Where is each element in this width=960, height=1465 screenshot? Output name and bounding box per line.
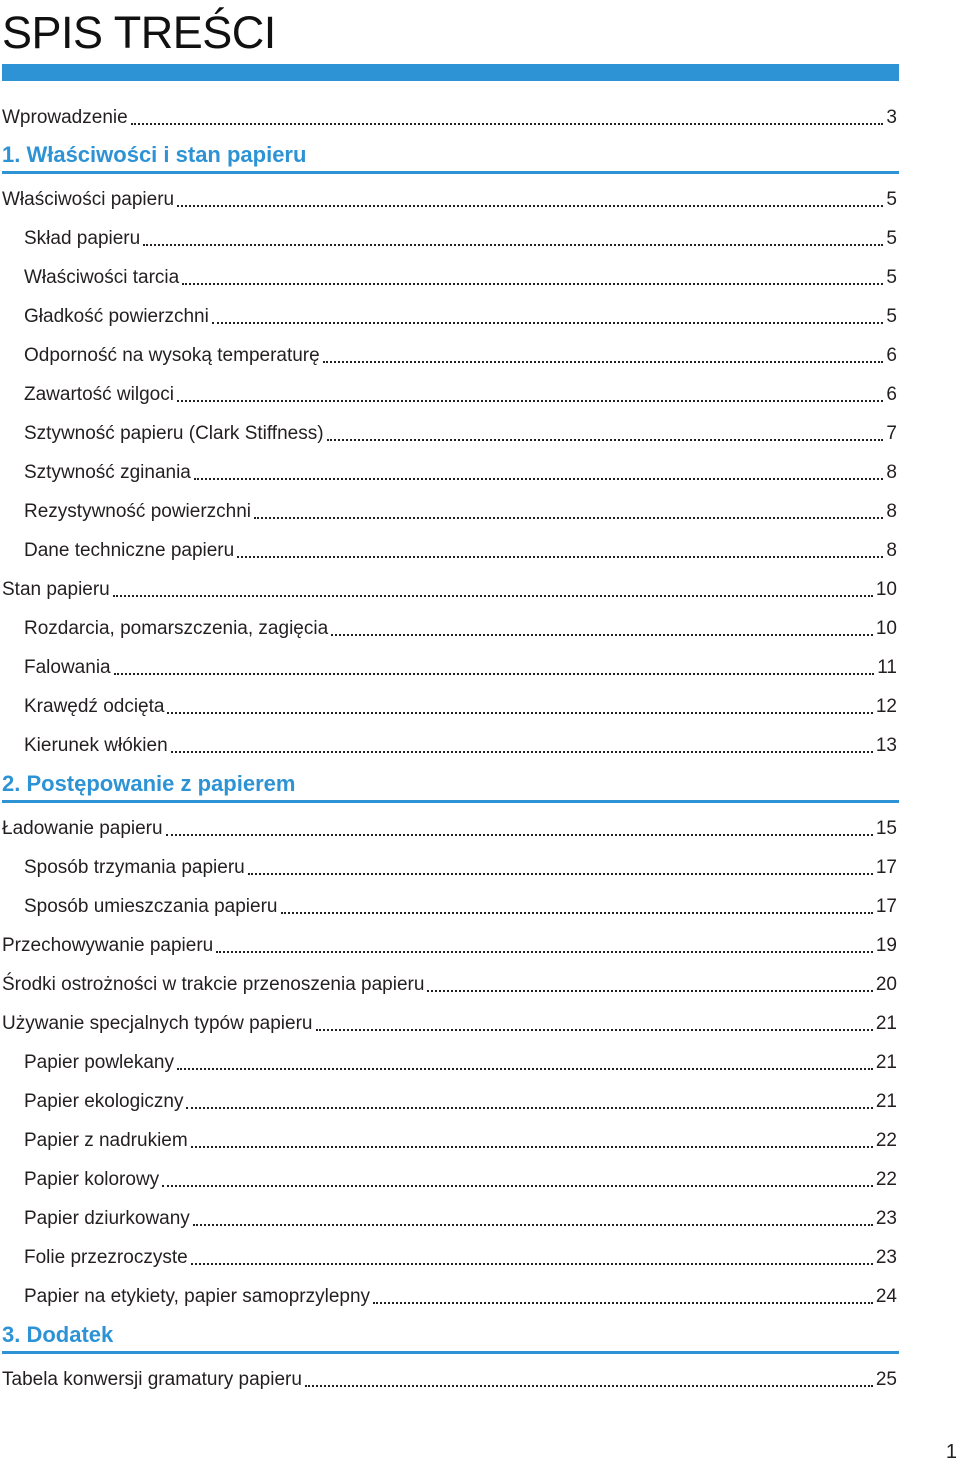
section-rule-2 [2, 800, 899, 803]
toc-entry-label: Sposób trzymania papieru [24, 857, 245, 878]
toc-entry-s1-14[interactable] [24, 726, 897, 758]
toc-entry-label: Przechowywanie papieru [2, 935, 214, 956]
toc-leader-dots [191, 1146, 873, 1148]
toc-entry-s1-7[interactable] [24, 453, 897, 485]
toc-entry-label: Skład papieru [24, 228, 141, 249]
toc-entry-label: Odporność na wysoką temperaturę [24, 345, 320, 366]
toc-entry-page: 25 [875, 1369, 897, 1390]
toc-entry-label: Papier kolorowy [24, 1169, 160, 1190]
toc-entry-label: Właściwości papieru [2, 189, 175, 210]
section-rule-1 [2, 171, 899, 174]
toc-entry-s1-6[interactable] [24, 414, 897, 446]
toc-entry-s1-0[interactable] [2, 180, 897, 212]
toc-entry-s1-2[interactable] [24, 258, 897, 290]
page-number: 1 [945, 1441, 957, 1463]
toc-leader-dots [331, 634, 873, 636]
toc-entry-label: Papier ekologiczny [24, 1091, 184, 1112]
section-heading-1[interactable]: 1. Właściwości i stan papieru [2, 142, 307, 167]
toc-entry-label: Sposób umieszczania papieru [24, 896, 278, 917]
toc-entry-s2-10[interactable] [24, 1199, 897, 1231]
toc-entry-page: 6 [886, 384, 897, 405]
toc-leader-dots [281, 912, 873, 914]
toc-entry-page: 8 [886, 462, 897, 483]
toc-entry-s2-2[interactable] [24, 887, 897, 919]
toc-entry-s1-10[interactable] [2, 570, 897, 602]
toc-leader-dots [323, 361, 884, 363]
toc-entry-label: Rezystywność powierzchni [24, 501, 252, 522]
toc-leader-dots [193, 1224, 873, 1226]
toc-entry-page: 21 [875, 1052, 897, 1073]
toc-entry-page: 8 [886, 501, 897, 522]
toc-entry-page: 19 [875, 935, 897, 956]
toc-entry-s2-0[interactable] [2, 809, 897, 841]
toc-leader-dots [254, 517, 883, 519]
toc-entry-label: Stan papieru [2, 579, 110, 600]
title-rule [2, 64, 899, 81]
toc-entry-page: 8 [886, 540, 897, 561]
toc-entry-label: Krawędź odcięta [24, 696, 165, 717]
toc-entry-s2-7[interactable] [24, 1082, 897, 1114]
toc-entry-s1-1[interactable] [24, 219, 897, 251]
toc-entry-label: Papier powlekany [24, 1052, 174, 1073]
toc-entry-page: 11 [877, 657, 897, 678]
toc-entry-label: Wprowadzenie [2, 107, 128, 128]
toc-entry-label: Tabela konwersji gramatury papieru [2, 1369, 302, 1390]
toc-leader-dots [373, 1302, 873, 1304]
toc-entry-s2-12[interactable] [24, 1277, 897, 1309]
toc-entry-label: Rozdarcia, pomarszczenia, zagięcia [24, 618, 329, 639]
toc-entry-s3-0[interactable] [2, 1360, 897, 1392]
toc-leader-dots [327, 439, 884, 441]
toc-entry-label: Papier z nadrukiem [24, 1130, 188, 1151]
toc-entry-page: 10 [875, 579, 897, 600]
toc-leader-dots [427, 990, 872, 992]
toc-entry-page: 21 [875, 1013, 897, 1034]
toc-entry-s2-9[interactable] [24, 1160, 897, 1192]
toc-entry-label: Sztywność zginania [24, 462, 191, 483]
toc-entry-label: Środki ostrożności w trakcie przenoszenia papieru [2, 974, 425, 995]
section-rule-3 [2, 1351, 899, 1354]
toc-entry-label: Sztywność papieru (Clark Stiffness) [24, 423, 324, 444]
toc-leader-dots [186, 1107, 872, 1109]
toc-leader-dots [114, 673, 875, 675]
toc-leader-dots [316, 1029, 873, 1031]
toc-entry-page: 23 [875, 1247, 897, 1268]
toc-leader-dots [162, 1185, 873, 1187]
toc-entry-s1-3[interactable] [24, 297, 897, 329]
toc-entry-s1-8[interactable] [24, 492, 897, 524]
toc-entry-s2-1[interactable] [24, 848, 897, 880]
toc-leader-dots [212, 322, 884, 324]
toc-entry-page: 22 [875, 1169, 897, 1190]
toc-entry-label: Papier dziurkowany [24, 1208, 190, 1229]
toc-leader-dots [166, 834, 873, 836]
toc-leader-dots [177, 205, 883, 207]
toc-leader-dots [237, 556, 883, 558]
toc-entry-s2-6[interactable] [24, 1043, 897, 1075]
toc-entry-page: 10 [875, 618, 897, 639]
toc-entry-page: 3 [886, 107, 897, 128]
toc-entry-page: 12 [875, 696, 897, 717]
toc-entry-page: 5 [886, 267, 897, 288]
toc-entry-label: Zawartość wilgoci [24, 384, 174, 405]
toc-leader-dots [143, 244, 883, 246]
toc-entry-label: Folie przezroczyste [24, 1247, 188, 1268]
toc-entry-label: Ładowanie papieru [2, 818, 163, 839]
toc-entry-s2-8[interactable] [24, 1121, 897, 1153]
toc-entry-s1-4[interactable] [24, 336, 897, 368]
toc-entry-page: 6 [886, 345, 897, 366]
toc-entry-s1-13[interactable] [24, 687, 897, 719]
toc-entry-s1-12[interactable] [24, 648, 897, 680]
toc-entry-page: 24 [875, 1286, 897, 1307]
toc-entry-label: Gładkość powierzchni [24, 306, 209, 327]
toc-entry-page: 22 [875, 1130, 897, 1151]
toc-entry-page: 17 [875, 896, 897, 917]
toc-entry-s1-9[interactable] [24, 531, 897, 563]
toc-leader-dots [305, 1385, 873, 1387]
toc-entry-page: 13 [875, 735, 897, 756]
toc-leader-dots [216, 951, 873, 953]
toc-leader-dots [191, 1263, 873, 1265]
toc-entry-intro[interactable] [2, 98, 897, 130]
toc-entry-s2-4[interactable] [2, 965, 897, 997]
toc-leader-dots [194, 478, 884, 480]
toc-entry-s2-5[interactable] [2, 1004, 897, 1036]
toc-entry-s1-5[interactable] [24, 375, 897, 407]
toc-entry-page: 21 [875, 1091, 897, 1112]
toc-leader-dots [177, 400, 883, 402]
toc-leader-dots [167, 712, 872, 714]
toc-entry-label: Kierunek włókien [24, 735, 168, 756]
toc-entry-label: Dane techniczne papieru [24, 540, 235, 561]
toc-entry-page: 5 [886, 189, 897, 210]
section-heading-3[interactable]: 3. Dodatek [2, 1322, 114, 1347]
section-heading-2[interactable]: 2. Postępowanie z papierem [2, 771, 296, 796]
toc-leader-dots [182, 283, 883, 285]
toc-entry-label: Używanie specjalnych typów papieru [2, 1013, 313, 1034]
toc-entry-page: 5 [886, 306, 897, 327]
toc-leader-dots [248, 873, 873, 875]
toc-entry-s2-11[interactable] [24, 1238, 897, 1270]
toc-entry-page: 7 [886, 423, 897, 444]
toc-entry-s2-3[interactable] [2, 926, 897, 958]
toc-leader-dots [131, 123, 884, 125]
page-title: SPIS TREŚCI [2, 7, 276, 58]
toc-entry-s1-11[interactable] [24, 609, 897, 641]
toc-entry-page: 23 [875, 1208, 897, 1229]
toc-leader-dots [177, 1068, 873, 1070]
toc-entry-page: 15 [875, 818, 897, 839]
toc-entry-page: 20 [875, 974, 897, 995]
toc-entry-label: Właściwości tarcia [24, 267, 180, 288]
toc-entry-page: 5 [886, 228, 897, 249]
toc-entry-label: Falowania [24, 657, 111, 678]
toc-leader-dots [113, 595, 873, 597]
toc-entry-label: Papier na etykiety, papier samoprzylepny [24, 1286, 371, 1307]
toc-entry-page: 17 [875, 857, 897, 878]
toc-leader-dots [171, 751, 873, 753]
